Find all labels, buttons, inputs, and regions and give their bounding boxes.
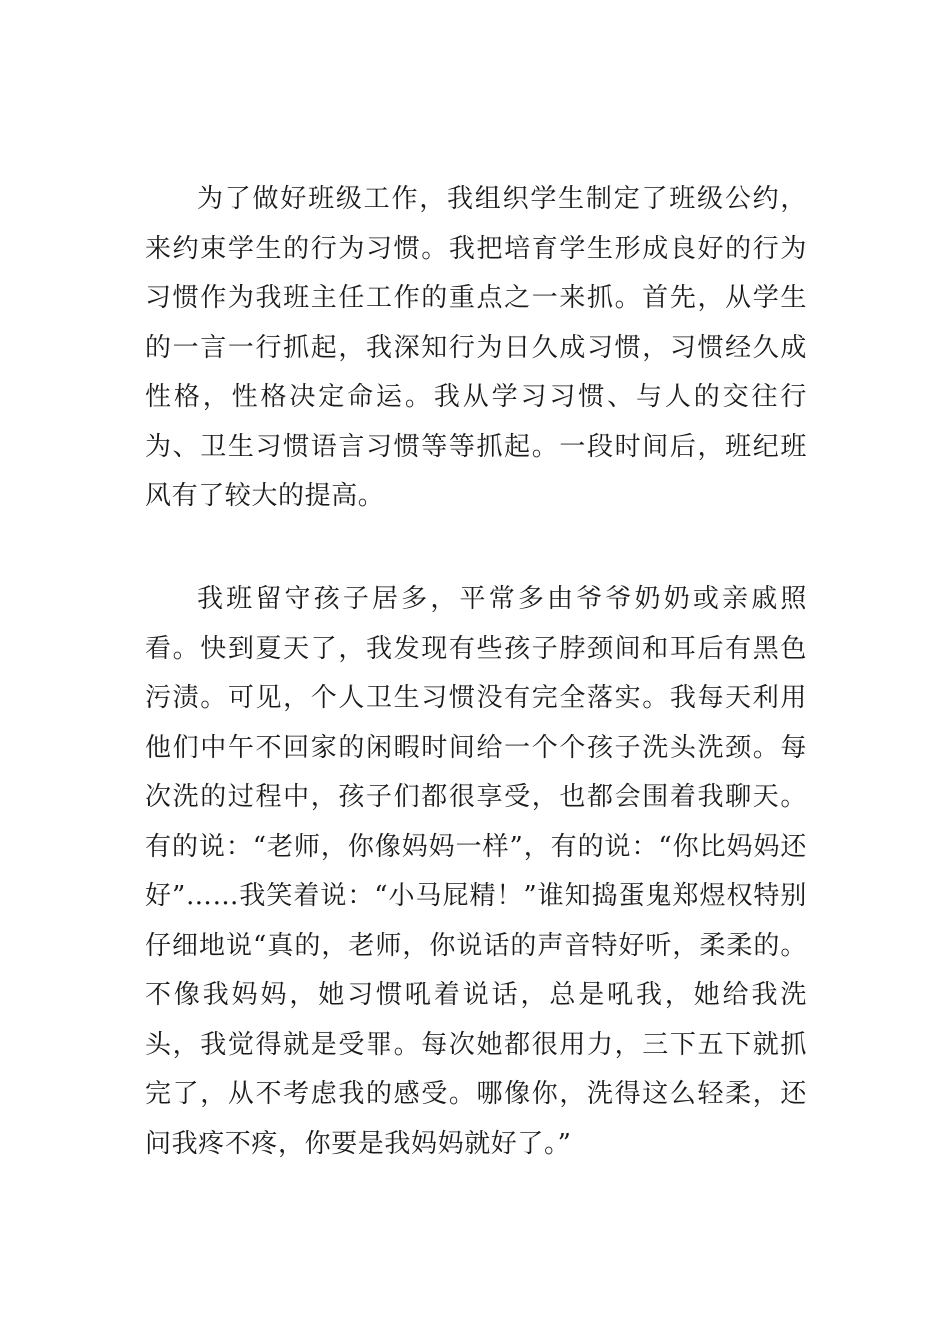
paragraph-class-rules: 为了做好班级工作，我组织学生制定了班级公约，来约束学生的行为习惯。我把培育学生形成良好的行为习惯作为我班主任工作的重点之一来抓。首先，从学生的一言一行抓起，我深知行为日久成习惯，习惯经久成性格，性格决定命运。我从学习习惯、与人的交往行为、卫生习惯语言习惯等等抓起。一段时间后，班纪班风有了较大的提高。 (145, 184, 807, 511)
paragraph-hair-washing: 我班留守孩子居多，平常多由爷爷奶奶或亲戚照看。快到夏天了，我发现有些孩子脖颈间和耳后有黑色污渍。可见，个人卫生习惯没有完全落实。我每天利用他们中午不回家的闲暇时间给一个个孩子洗头洗颈。每次洗的过程中，孩子们都很享受，也都会围着我聊天。有的说：“老师，你像妈妈一样”，有的说：“你比妈妈还好”……我笑着说：“小马屁精！”谁知捣蛋鬼郑煜权特别仔细地说“真的，老师，你说话的声音特好听，柔柔的。不像我妈妈，她习惯吼着说话，总是吼我，她给我洗头，我觉得就是受罪。每次她都很用力，三下五下就抓完了，从不考虑我的感受。哪像你，洗得这么轻柔，还问我疼不疼，你要是我妈妈就好了。” (145, 584, 807, 1159)
